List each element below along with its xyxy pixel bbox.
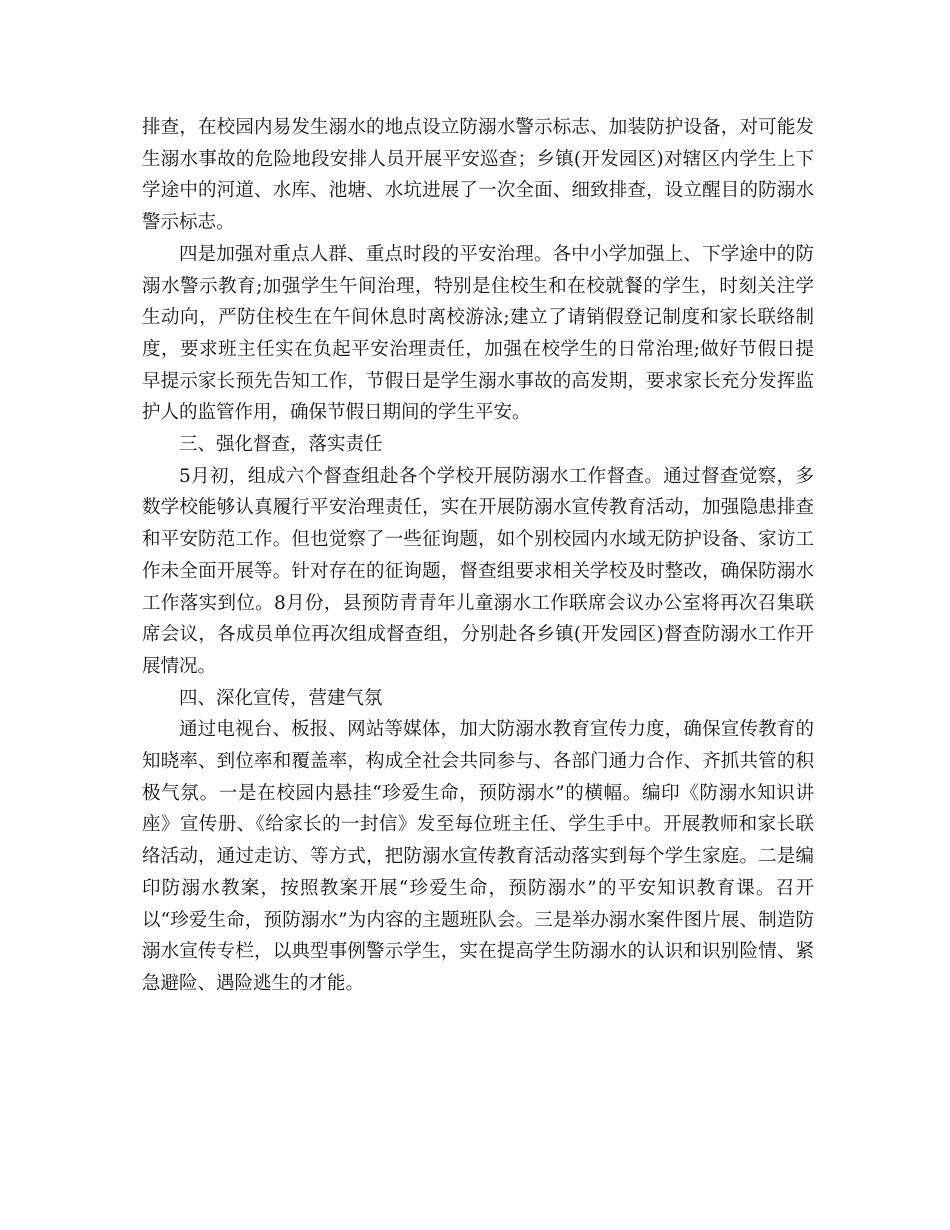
paragraph-supervision: 5月初，组成六个督查组赴各个学校开展防溺水工作督查。通过督查觉察，多数学校能够认真履行平安治理责任，实在开展防溺水宣传教育活动，加强隐患排查和平安防范工作。但也觉察了一些征询题，如个别校园内水域无防护设备、家访工作未全面开展等。针对存在的征询题，督查组要求相关学校及时整改，确保防溺水工作落实到位。8月份，县预防青青年儿童溺水工作联席会议办公室将再次召集联席会议，各成员单位再次组成督查组，分别赴各乡镇(开发园区)督查防溺水工作开展情况。 bbox=[142, 465, 814, 677]
section-heading-supervision: 三、强化督查，落实责任 bbox=[179, 434, 383, 456]
document-page bbox=[142, 112, 814, 1000]
section-heading-publicity: 四、深化宣传，营建气氛 bbox=[179, 687, 383, 709]
paragraph-key-groups: 四是加强对重点人群、重点时段的平安治理。各中小学加强上、下学途中的防溺水警示教育;加强学生午间治理，特别是住校生和在校就餐的学生，时刻关注学生动向，严防住校生在午间休息时离校游泳;建立了请销假登记制度和家长联络制度，要求班主任实在负起平安治理责任，加强在校学生的日常治理;做好节假日提早提示家长预先告知工作，节假日是学生溺水事故的高发期，要求家长充分发挥监护人的监管作用，确保节假日期间的学生平安。 bbox=[142, 243, 814, 424]
paragraph-continuation: 排查，在校园内易发生溺水的地点设立防溺水警示标志、加装防护设备，对可能发生溺水事故的危险地段安排人员开展平安巡查；乡镇(开发园区)对辖区内学生上下学途中的河道、水库、池塘、水坑进展了一次全面、细致排查，设立醒目的防溺水警示标志。 bbox=[142, 117, 814, 234]
paragraph-publicity: 通过电视台、板报、网站等媒体，加大防溺水教育宣传力度，确保宣传教育的知晓率、到位率和覆盖率，构成全社会共同参与、各部门通力合作、齐抓共管的积极气氛。一是在校园内悬挂“珍爱生命，预防溺水”的横幅。编印《防溺水知识讲座》宣传册、《给家长的一封信》发至每位班主任、学生手中。开展教师和家长联络活动，通过走访、等方式，把防溺水宣传教育活动落实到每个学生家庭。二是编印防溺水教案，按照教案开展“珍爱生命，预防溺水”的平安知识教育课。召开以“珍爱生命，预防溺水”为内容的主题班队会。三是举办溺水案件图片展、制造防溺水宣传专栏，以典型事例警示学生，实在提高学生防溺水的认识和识别险情、紧急避险、遇险逃生的才能。 bbox=[142, 719, 814, 994]
